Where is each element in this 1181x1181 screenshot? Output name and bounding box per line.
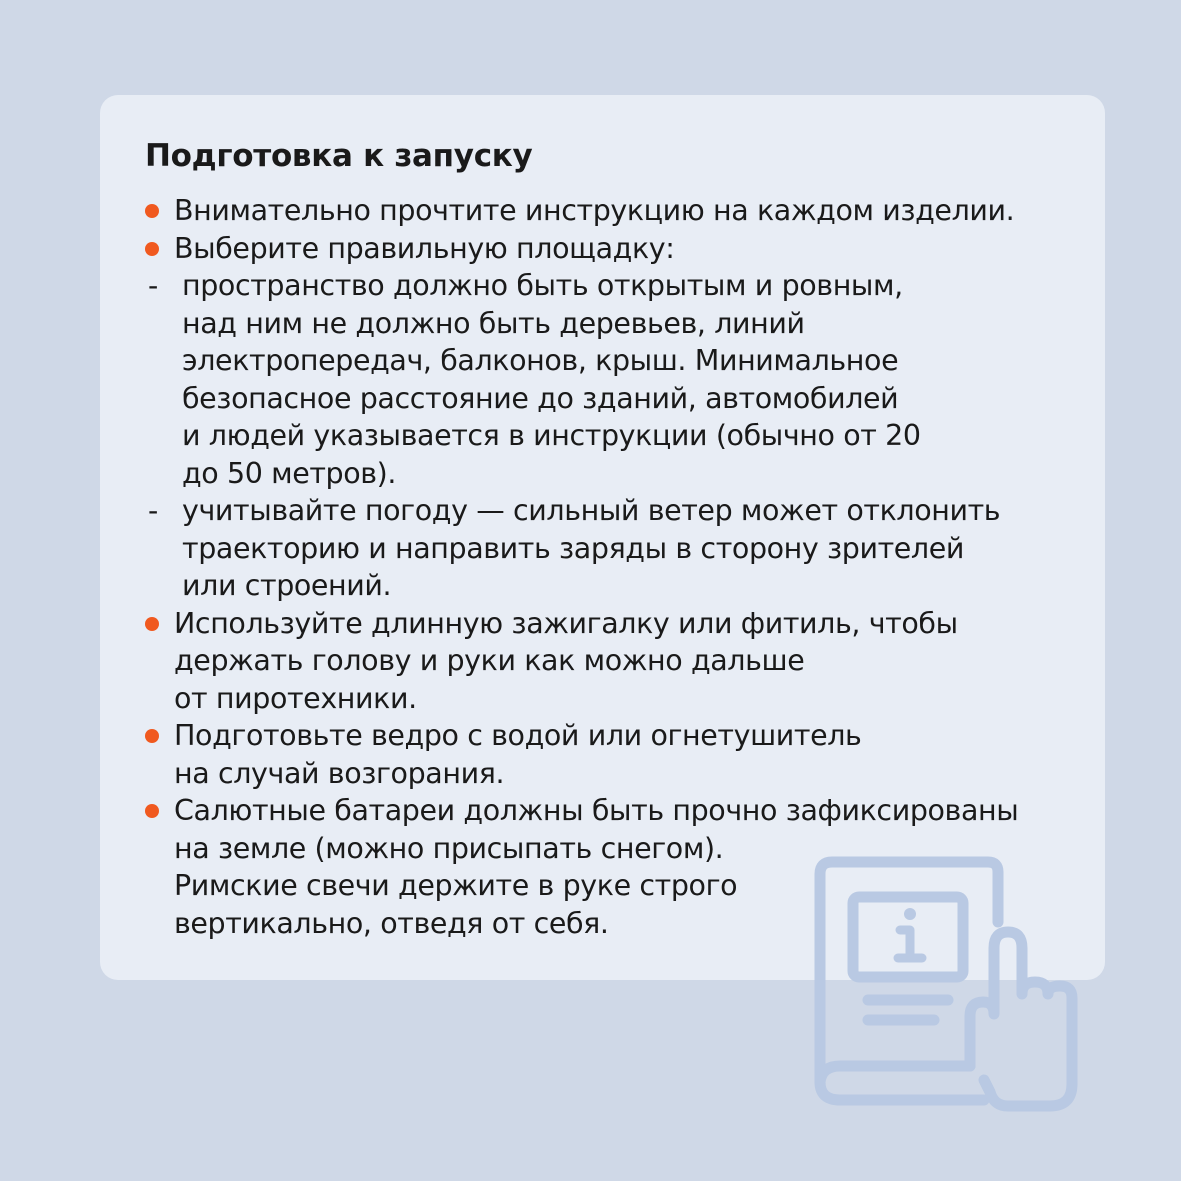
dash-marker: - bbox=[148, 269, 158, 302]
list-item-text: Подготовьте ведро с водой или огнетушитель bbox=[174, 719, 862, 752]
instruction-book-pointing-hand-icon bbox=[808, 852, 1088, 1122]
bullet-dot-icon bbox=[145, 729, 159, 743]
card-content bbox=[145, 136, 1095, 942]
sub-item-text: учитывайте погоду — сильный ветер может отклонить bbox=[182, 494, 1001, 527]
list-item-text: вертикально, отведя от себя. bbox=[174, 906, 609, 940]
sub-item-text: над ним не должно быть деревьев, линий bbox=[182, 306, 805, 340]
list-item-text: Внимательно прочтите инструкцию на каждом изделии. bbox=[174, 194, 1015, 227]
list-item-text: Римские свечи держите в руке строго bbox=[174, 869, 738, 902]
sub-item-text: траекторию и направить заряды в сторону зрителей bbox=[182, 531, 965, 565]
list-item-text: держать голову и руки как можно дальше bbox=[174, 644, 805, 677]
list-item-text: Используйте длинную зажигалку или фитиль, чтобы bbox=[174, 606, 958, 640]
bullet-dot-icon bbox=[145, 804, 159, 818]
list-item bbox=[145, 192, 1095, 230]
sub-item-text: и людей указывается в инструкции (обычно от 20 bbox=[182, 419, 921, 452]
list-item bbox=[145, 230, 1095, 268]
list-item-text: от пиротехники. bbox=[174, 681, 417, 715]
sub-item-text: до 50 метров). bbox=[182, 456, 397, 490]
sub-item-text: электропередач, балконов, крыш. Минимальное bbox=[182, 344, 899, 377]
list-item-text: Выберите правильную площадку: bbox=[174, 231, 675, 265]
page-title: Подготовка к запуску bbox=[145, 138, 533, 174]
list-item bbox=[145, 717, 1095, 792]
list-item-text: на земле (можно присыпать снегом). bbox=[174, 831, 724, 865]
sub-list-item bbox=[145, 492, 1095, 605]
sub-item-text: безопасное расстояние до зданий, автомобилей bbox=[182, 381, 899, 415]
sub-item-text: или строений. bbox=[182, 569, 392, 602]
list-item bbox=[145, 605, 1095, 718]
bullet-dot-icon bbox=[145, 204, 159, 218]
sub-list-item bbox=[145, 267, 1095, 492]
list-item-text: Салютные батареи должны быть прочно зафиксированы bbox=[174, 794, 1019, 827]
bullet-dot-icon bbox=[145, 242, 159, 256]
sub-item-text: пространство должно быть открытым и ровным, bbox=[182, 269, 903, 302]
list-item-text: на случай возгорания. bbox=[174, 756, 505, 790]
bullet-dot-icon bbox=[145, 617, 159, 631]
dash-marker: - bbox=[148, 494, 158, 527]
